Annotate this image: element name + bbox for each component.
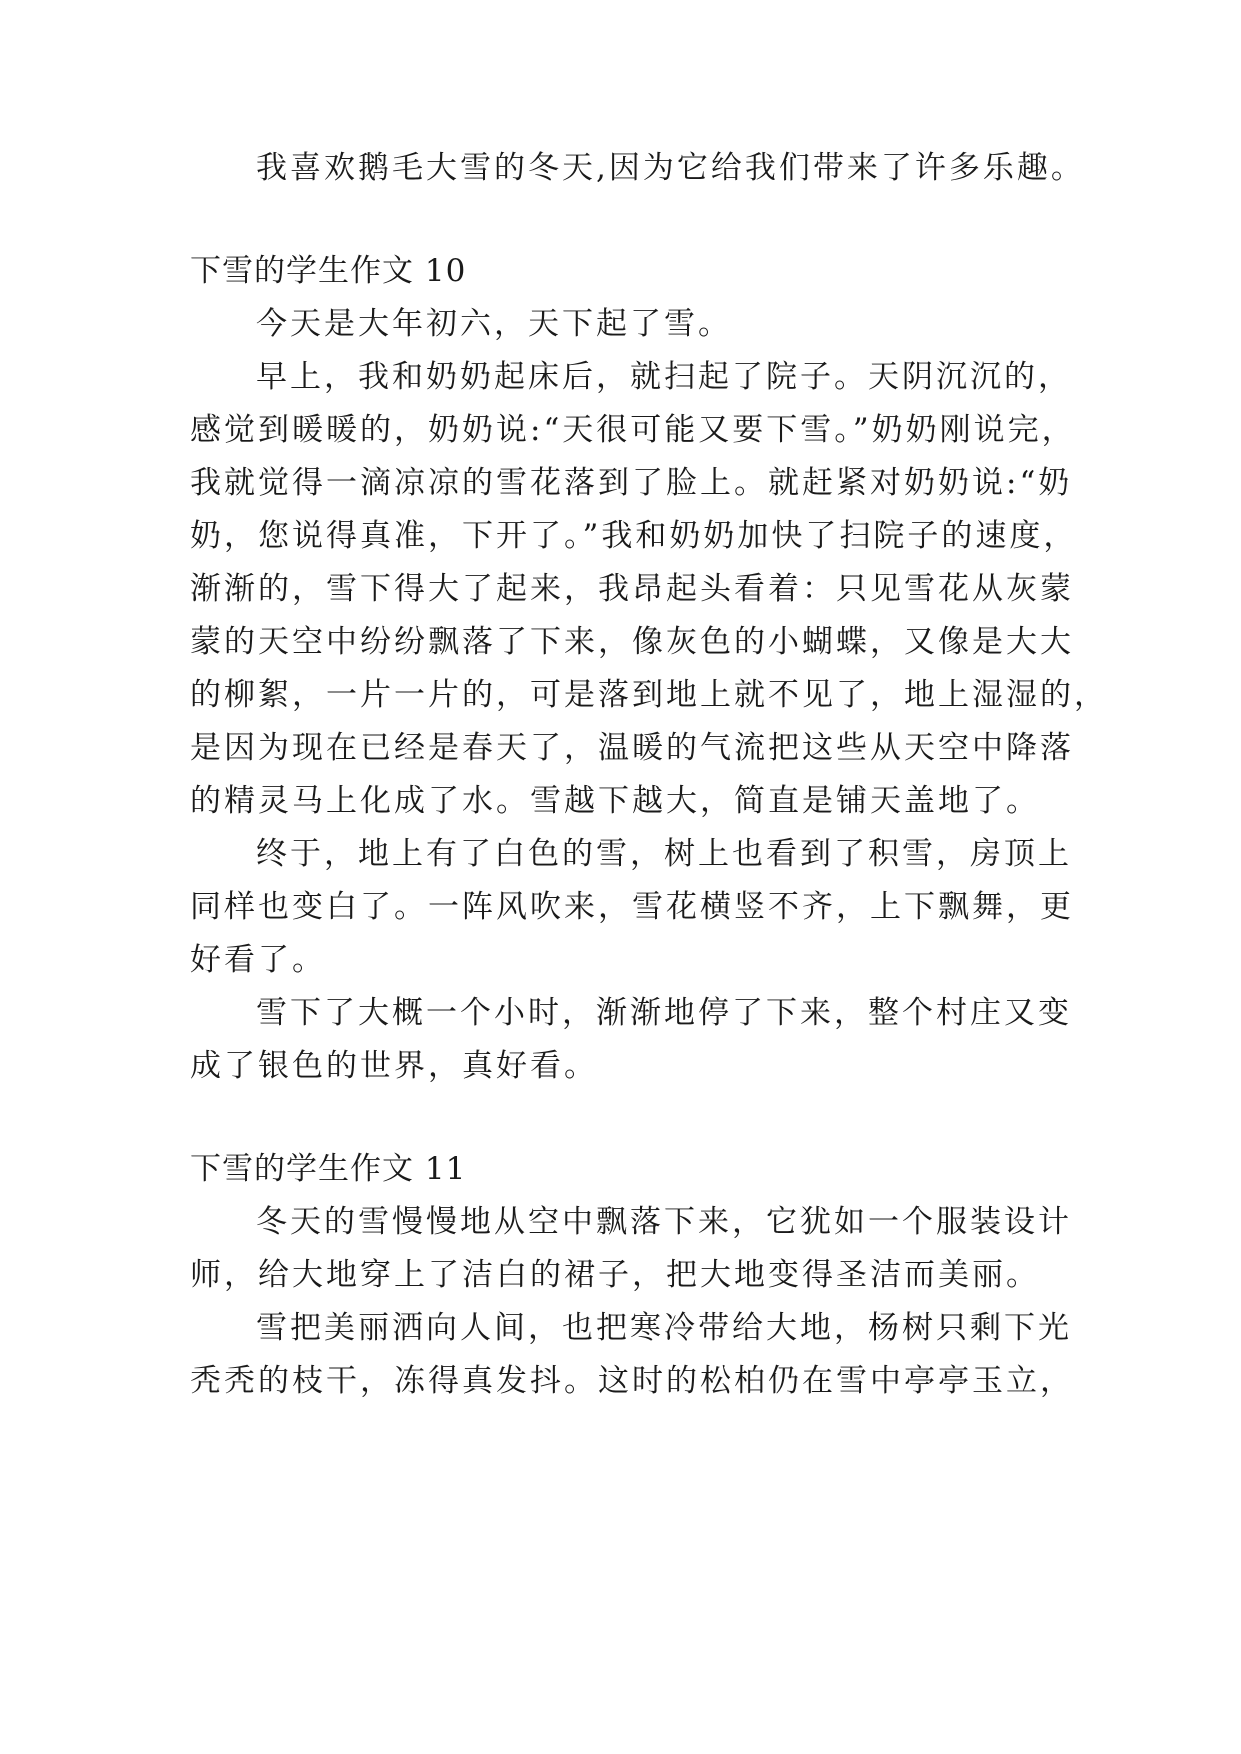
paragraph-line: 雪下了大概一个小时，渐渐地停了下来，整个村庄又变: [256, 995, 1072, 1031]
paragraph-line: 终于，地上有了白色的雪，树上也看到了积雪，房顶上: [256, 836, 1072, 872]
paragraph-line: 好看了。: [190, 942, 326, 978]
paragraph-line: 秃秃的枝干，冻得真发抖。这时的松柏仍在雪中亭亭玉立，: [190, 1363, 1074, 1399]
paragraph-line: 我就觉得一滴凉凉的雪花落到了脸上。就赶紧对奶奶说:“奶: [190, 465, 1073, 501]
paragraph-line: 同样也变白了。一阵风吹来，雪花横竖不齐，上下飘舞，更: [190, 889, 1074, 925]
essay-heading: 下雪的学生作文 11: [190, 1151, 467, 1187]
paragraph-line: 渐渐的，雪下得大了起来，我昂起头看着：只见雪花从灰蒙: [190, 571, 1074, 607]
paragraph-line: 早上，我和奶奶起床后，就扫起了院子。天阴沉沉的，: [256, 359, 1072, 395]
paragraph-line: 成了银色的世界，真好看。: [190, 1048, 598, 1084]
paragraph-line: 我喜欢鹅毛大雪的冬天,因为它给我们带来了许多乐趣。: [256, 150, 1085, 186]
paragraph-line: 今天是大年初六，天下起了雪。: [256, 306, 732, 342]
paragraph-line: 雪把美丽洒向人间，也把寒冷带给大地，杨树只剩下光: [256, 1310, 1072, 1346]
paragraph-line: 蒙的天空中纷纷飘落了下来，像灰色的小蝴蝶，又像是大大: [190, 624, 1074, 660]
paragraph-line: 感觉到暖暖的，奶奶说:“天很可能又要下雪。”奶奶刚说完，: [190, 412, 1076, 448]
paragraph-line: 的柳絮，一片一片的，可是落到地上就不见了，地上湿湿的，: [190, 677, 1108, 713]
paragraph-line: 是因为现在已经是春天了，温暖的气流把这些从天空中降落: [190, 730, 1074, 766]
paragraph-line: 师，给大地穿上了洁白的裙子，把大地变得圣洁而美丽。: [190, 1257, 1040, 1293]
paragraph-line: 的精灵马上化成了水。雪越下越大，简直是铺天盖地了。: [190, 783, 1040, 819]
essay-heading: 下雪的学生作文 10: [190, 253, 467, 289]
paragraph-line: 奶，您说得真准，下开了。”我和奶奶加快了扫院子的速度，: [190, 518, 1078, 554]
paragraph-line: 冬天的雪慢慢地从空中飘落下来，它犹如一个服装设计: [256, 1204, 1072, 1240]
